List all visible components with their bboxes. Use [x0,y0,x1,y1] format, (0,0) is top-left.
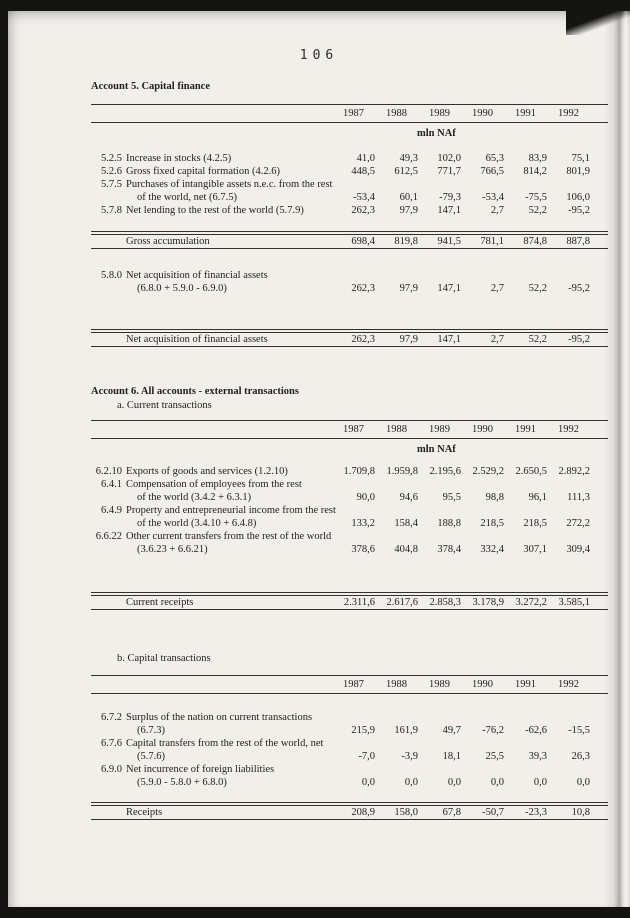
value-cell: 2.858,3 [429,597,461,608]
value-cell: 781,1 [480,236,504,247]
year-header: 1987 [343,108,364,119]
value-cell: 378,4 [437,544,461,555]
account6-title: Account 6. All accounts - external transactions [91,386,299,397]
row-label: Other current transfers from the rest of the world [126,531,332,542]
value-cell: 814,2 [523,166,547,177]
value-cell: 147,1 [437,283,461,294]
value-cell: 49,7 [442,725,461,736]
value-cell: 332,4 [480,544,504,555]
value-cell: 158,0 [394,807,418,818]
value-cell: 3.178,9 [472,597,504,608]
value-cell: 98,8 [485,492,504,503]
table-row [91,530,608,556]
value-cell: 147,1 [437,334,461,345]
row-code: 5.7.5 [101,179,122,190]
total-row-net-acquisition [91,333,608,346]
row-code: 5.8.0 [101,270,122,281]
value-cell: 3.272,2 [515,597,547,608]
value-cell: -75,5 [525,192,547,203]
value-cell: 65,3 [485,153,504,164]
value-cell: 106,0 [566,192,590,203]
value-cell: 2,7 [490,283,504,294]
value-cell: -95,2 [568,334,590,345]
row-label-continued: of the world, net (6.7.5) [137,192,238,203]
value-cell: 49,3 [399,153,418,164]
year-header: 1987 [343,424,364,435]
capital-finance-table [91,104,608,347]
value-cell: -62,6 [525,725,547,736]
row-label-continued: (6.7.3) [137,725,165,736]
value-cell: 97,9 [399,334,418,345]
table-rule [91,819,608,820]
table-rule [91,122,608,123]
value-cell: 0,0 [361,777,375,788]
year-header: 1992 [558,108,579,119]
value-cell: -15,5 [568,725,590,736]
table-row [91,152,608,165]
value-cell: 208,9 [351,807,375,818]
total-label: Gross accumulation [126,236,210,247]
value-cell: 2.650,5 [515,466,547,477]
value-cell: 887,8 [566,236,590,247]
year-header: 1990 [472,424,493,435]
page-number: 106 [299,48,339,63]
value-cell: -53,4 [353,192,375,203]
value-cell: 307,1 [523,544,547,555]
table-row [91,763,608,789]
value-cell: 0,0 [490,777,504,788]
year-header: 1989 [429,679,450,690]
table-row [91,478,608,504]
value-cell: 262,3 [351,334,375,345]
total-label: Net acquisition of financial assets [126,334,268,345]
year-header: 1988 [386,108,407,119]
year-header: 1990 [472,108,493,119]
row-label-continued: (5.7.6) [137,751,165,762]
row-label-continued: (6.8.0 + 5.9.0 - 6.9.0) [137,283,227,294]
year-header: 1988 [386,424,407,435]
value-cell: 272,2 [566,518,590,529]
year-header: 1989 [429,108,450,119]
row-label: Gross fixed capital formation (4.2.6) [126,166,280,177]
year-header-row [91,676,608,693]
value-cell: -95,2 [568,205,590,216]
table-row [91,711,608,737]
value-cell: 102,0 [437,153,461,164]
row-code: 5.2.6 [101,166,122,177]
value-cell: 819,8 [394,236,418,247]
row-label: Exports of goods and services (1.2.10) [126,466,288,477]
document-page [8,11,630,907]
total-row-current-receipts [91,596,608,609]
value-cell: 2,7 [490,334,504,345]
row-label: Compensation of employees from the rest [126,479,302,490]
table-row [91,737,608,763]
table-row [91,165,608,178]
row-code: 5.7.8 [101,205,122,216]
year-header: 1992 [558,679,579,690]
value-cell: -23,3 [525,807,547,818]
value-cell: 147,1 [437,205,461,216]
value-cell: 158,4 [394,518,418,529]
value-cell: 309,4 [566,544,590,555]
row-label-continued: of the world (3.4.2 + 6.3.1) [137,492,252,503]
value-cell: -7,0 [358,751,375,762]
row-code: 6.4.9 [101,505,122,516]
value-cell: 218,5 [523,518,547,529]
value-cell: 95,5 [442,492,461,503]
row-label-continued: (5.9.0 - 5.8.0 + 6.8.0) [137,777,227,788]
page-corner-shadow [566,11,630,35]
value-cell: 766,5 [480,166,504,177]
value-cell: 52,2 [528,334,547,345]
value-cell: 698,4 [351,236,375,247]
value-cell: 218,5 [480,518,504,529]
value-cell: 262,3 [351,205,375,216]
value-cell: 83,9 [528,153,547,164]
value-cell: 41,0 [356,153,375,164]
value-cell: 2.529,2 [472,466,504,477]
value-cell: 52,2 [528,205,547,216]
value-cell: 1.709,8 [343,466,375,477]
year-header: 1987 [343,679,364,690]
year-header: 1990 [472,679,493,690]
value-cell: 26,3 [571,751,590,762]
total-row-gross-accumulation [91,235,608,248]
value-cell: 378,6 [351,544,375,555]
row-label: Purchases of intangible assets n.e.c. from the rest [126,179,333,190]
value-cell: -95,2 [568,283,590,294]
row-code: 6.9.0 [101,764,122,775]
table-row [91,178,608,204]
value-cell: 10,8 [571,807,590,818]
row-label-continued: (3.6.23 + 6.6.21) [137,544,208,555]
value-cell: -50,7 [482,807,504,818]
year-header: 1991 [515,108,536,119]
value-cell: -3,9 [401,751,418,762]
value-cell: 215,9 [351,725,375,736]
value-cell: 1.959,8 [386,466,418,477]
year-header: 1988 [386,679,407,690]
value-cell: 60,1 [399,192,418,203]
value-cell: -53,4 [482,192,504,203]
year-header-row [91,105,608,122]
table-rule [91,248,608,249]
value-cell: 2.195,6 [429,466,461,477]
unit-label: mln NAf [417,128,456,139]
total-row-receipts [91,806,608,819]
year-header: 1992 [558,424,579,435]
value-cell: 0,0 [447,777,461,788]
value-cell: 25,5 [485,751,504,762]
value-cell: 801,9 [566,166,590,177]
row-code: 6.6.22 [95,531,122,542]
table-row [91,465,608,478]
year-header: 1989 [429,424,450,435]
value-cell: 448,5 [351,166,375,177]
value-cell: 3.585,1 [558,597,590,608]
value-cell: 941,5 [437,236,461,247]
row-code: 6.4.1 [101,479,122,490]
year-header: 1991 [515,679,536,690]
row-code: 6.7.6 [101,738,122,749]
value-cell: 0,0 [533,777,547,788]
account6-sub-a: a. Current transactions [117,400,212,411]
value-cell: 2,7 [490,205,504,216]
table-row [91,204,608,217]
value-cell: 161,9 [394,725,418,736]
table-row [91,504,608,530]
value-cell: 404,8 [394,544,418,555]
unit-label: mln NAf [417,444,456,455]
value-cell: 97,9 [399,205,418,216]
year-header: 1991 [515,424,536,435]
table-rule [91,693,608,694]
value-cell: 2.892,2 [558,466,590,477]
value-cell: 52,2 [528,283,547,294]
account5-title: Account 5. Capital finance [91,81,210,92]
table-row [91,269,608,295]
row-label: Net lending to the rest of the world (5.7.9) [126,205,304,216]
row-label: Net acquisition of financial assets [126,270,268,281]
row-label-continued: of the world (3.4.10 + 6.4.8) [137,518,257,529]
row-code: 6.7.2 [101,712,122,723]
capital-transactions-table [91,675,608,820]
value-cell: 96,1 [528,492,547,503]
row-code: 6.2.10 [95,466,122,477]
value-cell: 111,3 [567,492,590,503]
value-cell: 2.311,6 [343,597,375,608]
value-cell: 262,3 [351,283,375,294]
value-cell: 2.617,6 [386,597,418,608]
value-cell: 94,6 [399,492,418,503]
current-transactions-table [91,420,608,610]
value-cell: 97,9 [399,283,418,294]
row-label: Increase in stocks (4.2.5) [126,153,232,164]
table-rule [91,346,608,347]
total-label: Receipts [126,807,163,818]
value-cell: 133,2 [351,518,375,529]
value-cell: 0,0 [404,777,418,788]
value-cell: -76,2 [482,725,504,736]
row-label: Capital transfers from the rest of the world, net [126,738,324,749]
year-header-row [91,421,608,438]
row-label: Surplus of the nation on current transactions [126,712,313,723]
value-cell: 90,0 [356,492,375,503]
table-rule [91,609,608,610]
account6-sub-b: b. Capital transactions [117,653,211,664]
row-label: Net incurrence of foreign liabilities [126,764,275,775]
value-cell: -79,3 [439,192,461,203]
value-cell: 75,1 [571,153,590,164]
value-cell: 874,8 [523,236,547,247]
total-label: Current receipts [126,597,194,608]
value-cell: 188,8 [437,518,461,529]
value-cell: 39,3 [528,751,547,762]
value-cell: 67,8 [442,807,461,818]
value-cell: 0,0 [576,777,590,788]
value-cell: 18,1 [442,751,461,762]
row-code: 5.2.5 [101,153,122,164]
table-rule [91,438,608,439]
row-label: Property and entrepreneurial income from the rest [126,505,336,516]
value-cell: 612,5 [394,166,418,177]
value-cell: 771,7 [437,166,461,177]
